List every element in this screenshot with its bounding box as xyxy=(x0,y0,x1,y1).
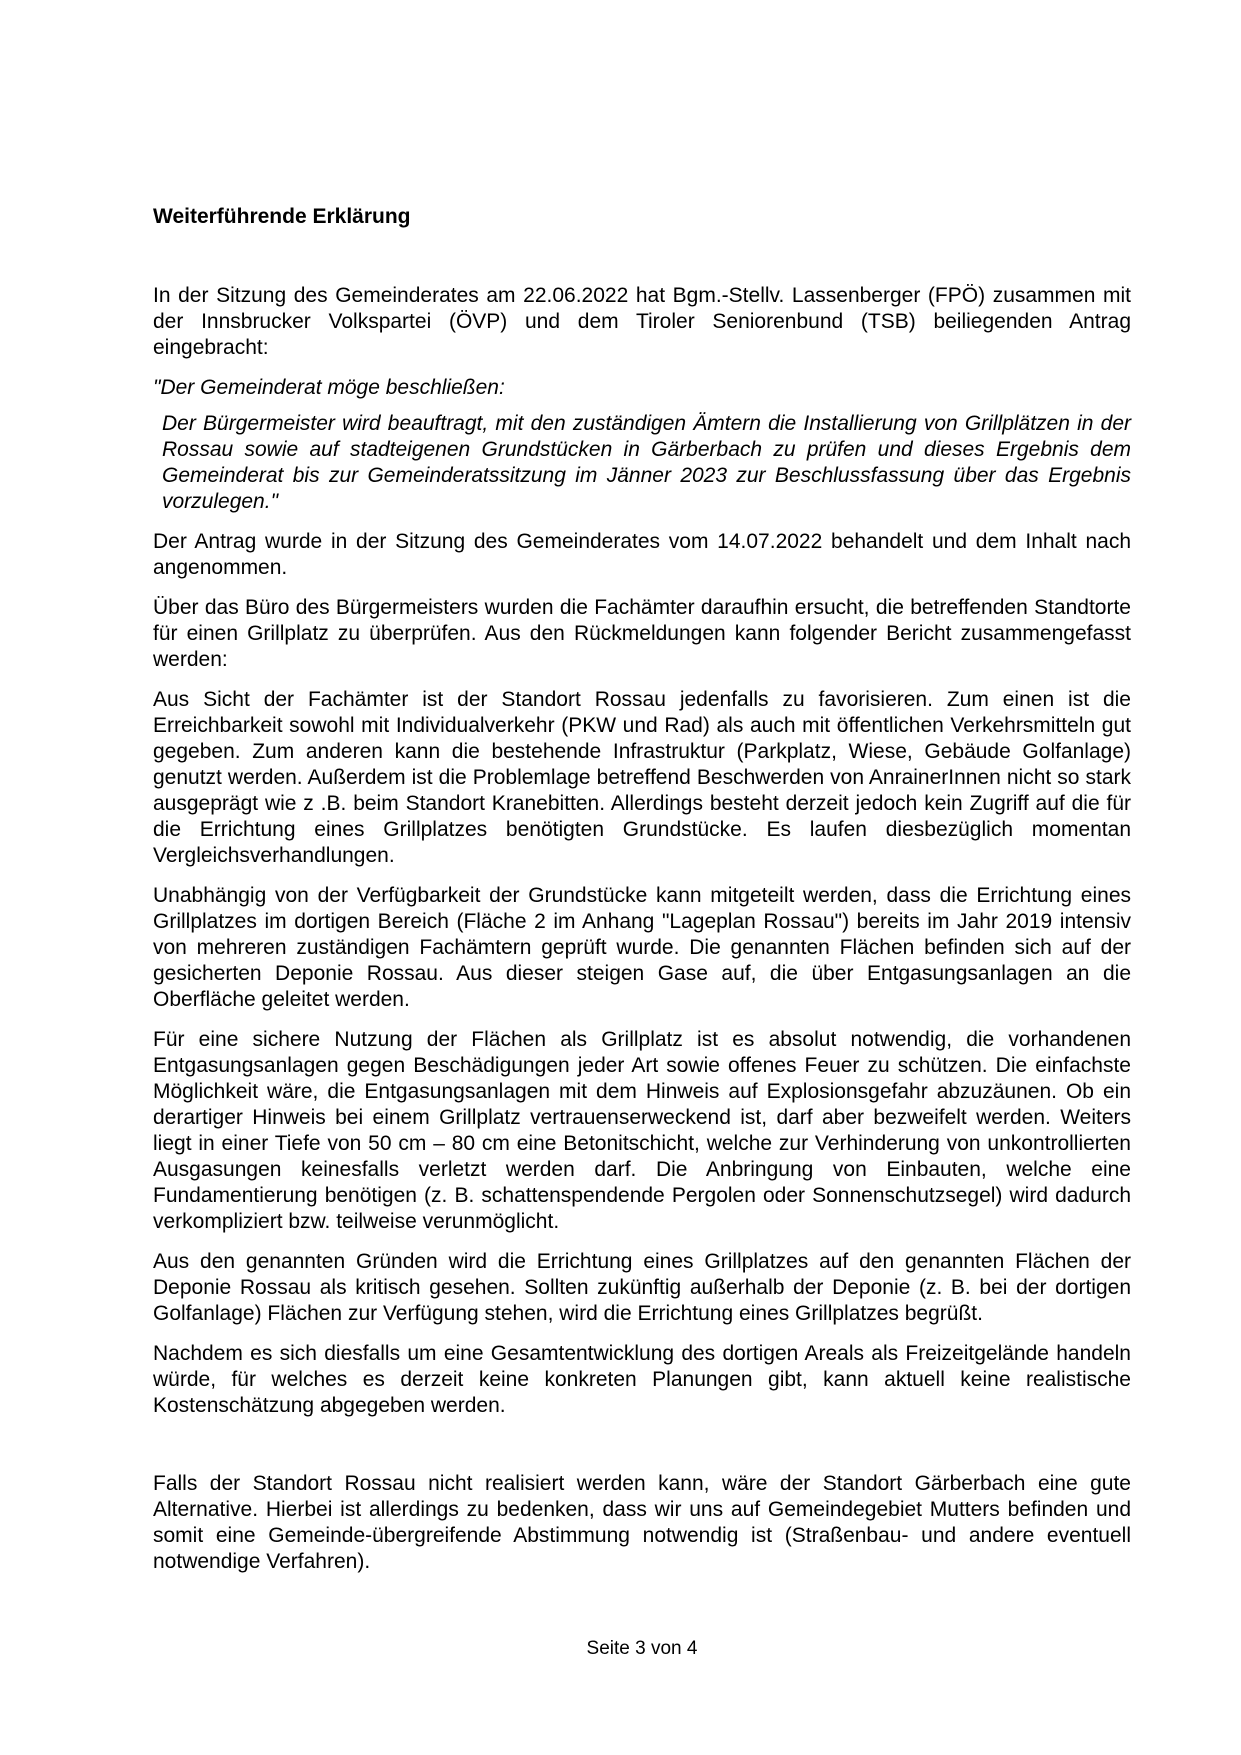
document-body xyxy=(153,283,1131,1589)
paragraph-safety: Für eine sichere Nutzung der Flächen als Grillplatz ist es absolut notwendig, die vorhandenen Entgasungsanlagen gegen Beschädigungen jeder Art sowie offenes Feuer zu schützen. Die einfachste Möglichkeit wäre, die Entgasungsanlagen mit dem Hinweis auf Explosionsgefahr abzuzäunen. Ob ein derartiger Hinweis bei einem Grillplatz vertrauenserweckend ist, darf aber bezweifelt werden. Weiters liegt in einer Tiefe von 50 cm – 80 cm eine Betonitschicht, welche zur Verhinderung von unkontrollierten Ausgasungen keinesfalls verletzt werden darf. Die Anbringung von Einbauten, welche eine Fundamentierung benötigen (z. B. schattenspendende Pergolen oder Sonnenschutzsegel) wird dadurch verkompliziert bzw. teilweise verunmöglicht. xyxy=(153,1028,1131,1233)
motion-quote-body: Der Bürgermeister wird beauftragt, mit den zuständigen Ämtern die Installierung von Grillplätzen in der Rossau sowie auf stadteigenen Grundstücken in Gärberbach zu prüfen und dieses Ergebnis dem Gemeinderat bis zur Gemeinderatssitzung im Jänner 2023 zur Beschlussfassung über das Ergebnis vorzulegen." xyxy=(162,412,1131,513)
paragraph-critical: Aus den genannten Gründen wird die Errichtung eines Grillplatzes auf den genannten Flächen der Deponie Rossau als kritisch gesehen. Sollten zukünftig außerhalb der Deponie (z. B. bei der dortigen Golfanlage) Flächen zur Verfügung stehen, wird die Errichtung eines Grillplatzes begrüßt. xyxy=(153,1250,1131,1325)
paragraph-adopted: Der Antrag wurde in der Sitzung des Gemeinderates vom 14.07.2022 behandelt und dem Inhalt nach angenommen. xyxy=(153,530,1131,579)
motion-quote-intro: "Der Gemeinderat möge beschließen: xyxy=(153,376,505,399)
document-page xyxy=(153,0,1131,1755)
document-heading: Weiterführende Erklärung xyxy=(153,205,411,228)
paragraph-alternative: Falls der Standort Rossau nicht realisiert werden kann, wäre der Standort Gärberbach eine gute Alternative. Hierbei ist allerdings zu bedenken, dass wir uns auf Gemeindegebiet Mutters befinden und somit eine Gemeinde-übergreifende Abstimmung notwendig ist (Straßenbau- und andere eventuell notwendige Verfahren). xyxy=(153,1472,1131,1573)
paragraph-request: Über das Büro des Bürgermeisters wurden die Fachämter daraufhin ersucht, die betreffenden Standtorte für einen Grillplatz zu überprüfen. Aus den Rückmeldungen kann folgender Bericht zusammengefasst werden: xyxy=(153,596,1131,671)
paragraph-rossau-favored: Aus Sicht der Fachämter ist der Standort Rossau jedenfalls zu favorisieren. Zum einen ist die Erreichbarkeit sowohl mit Individualverkehr (PKW und Rad) als auch mit öffentlichen Verkehrsmitteln gut gegeben. Zum anderen kann die bestehende Infrastruktur (Parkplatz, Wiese, Gebäude Golfanlage) genutzt werden. Außerdem ist die Problemlage betreffend Beschwerden von AnrainerInnen nicht so stark ausgeprägt wie z .B. beim Standort Kranebitten. Allerdings besteht derzeit jedoch kein Zugriff auf die für die Errichtung eines Grillplatzes benötigten Grundstücke. Es laufen diesbezüglich momentan Vergleichsverhandlungen. xyxy=(153,688,1131,867)
page-number: Seite 3 von 4 xyxy=(586,1638,698,1659)
paragraph-costs: Nachdem es sich diesfalls um eine Gesamtentwicklung des dortigen Areals als Freizeitgelände handeln würde, für welches es derzeit keine konkreten Planungen gibt, kann aktuell keine realistische Kostenschätzung abgegeben werden. xyxy=(153,1342,1131,1417)
paragraph-intro: In der Sitzung des Gemeinderates am 22.06.2022 hat Bgm.-Stellv. Lassenberger (FPÖ) zusammen mit der Innsbrucker Volkspartei (ÖVP) und dem Tiroler Seniorenbund (TSB) beiliegenden Antrag eingebracht: xyxy=(153,284,1131,359)
paragraph-landfill: Unabhängig von der Verfügbarkeit der Grundstücke kann mitgeteilt werden, dass die Errichtung eines Grillplatzes im dortigen Bereich (Fläche 2 im Anhang "Lageplan Rossau") bereits im Jahr 2019 intensiv von mehreren zuständigen Fachämtern geprüft wurde. Die genannten Flächen befinden sich auf der gesicherten Deponie Rossau. Aus dieser steigen Gase auf, die über Entgasungsanlagen an die Oberfläche geleitet werden. xyxy=(153,884,1131,1011)
